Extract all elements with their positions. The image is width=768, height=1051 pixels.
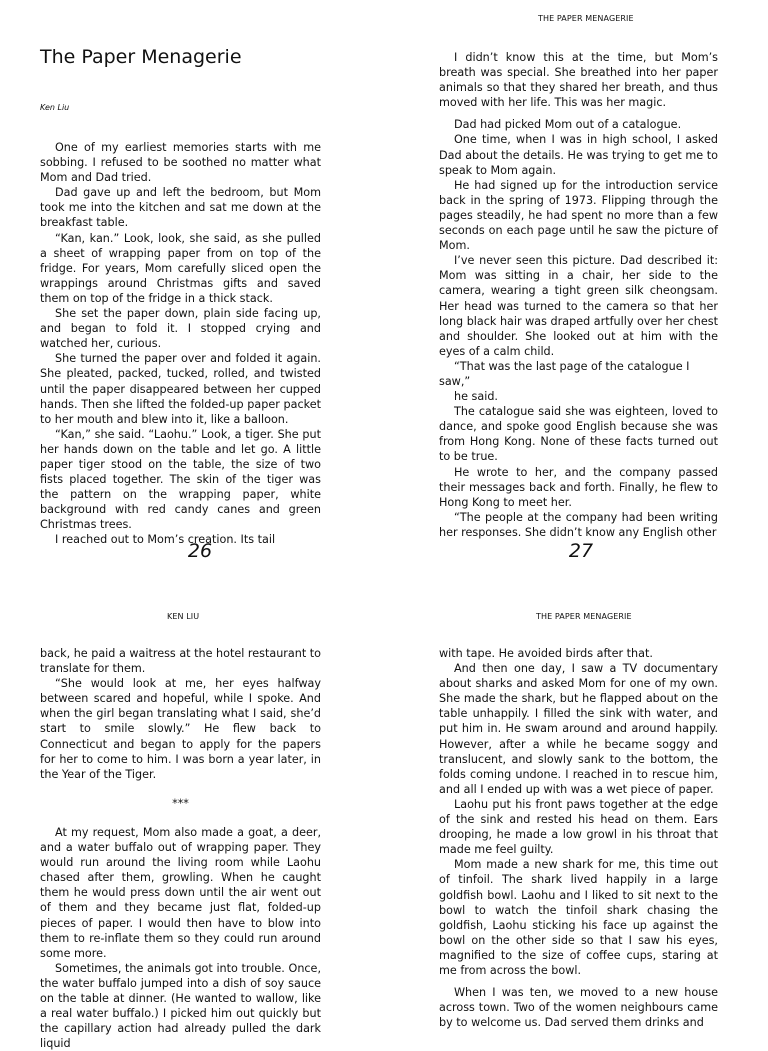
paragraph: Mom made a new shark for me, this time out of tinfoil. The shark lived happily in a large goldfish bowl. Laohu and I liked to sit next to the bowl to watch the tinfoil shark chasing the goldfish, Laohu sticking his face up against the bowl on the other side so that I saw his eyes, magnified to the size of coffee cups, staring at me from across the bowl. xyxy=(439,858,718,977)
running-head: THE PAPER MENAGERIE xyxy=(536,612,632,621)
paragraph: I didn’t know this at the time, but Mom’s breath was special. She breathed into her paper animals so that they shared her breath, and thus moved with her life. This was her magic. xyxy=(439,51,718,110)
paragraph: “Kan,” she said. “Laohu.” Look, a tiger. She put her hands down on the table and let go. A little paper tiger stood on the table, the size of two fists placed together. The skin of the tiger was the pattern on the wrapping paper, white background with red candy canes and green Christmas trees. xyxy=(40,427,321,532)
page-number: 27 xyxy=(568,540,594,562)
page-27 xyxy=(384,0,768,580)
paragraph: I’ve never seen this picture. Dad described it: Mom was sitting in a chair, her side to the camera, wearing a tight green silk cheongsam. Her head was turned to the camera so that her long black hair was draped artfully over her chest and shoulder. She looked out at him with the eyes of a calm child. xyxy=(439,254,718,358)
page-28-body xyxy=(40,646,322,1051)
paragraph: “She would look at me, her eyes halfway between scared and hopeful, while I spoke. And when the girl began translating what I said, she’d start to smile slowly.” He flew back to Connecticut and began to apply for the papers for her to come to him. I was born a year later, in the Year of the Tiger. xyxy=(40,677,321,781)
paragraph: Sometimes, the animals got into trouble. Once, the water buffalo jumped into a dish of soy sauce on the table at dinner. (He wanted to wallow, like a real water buffalo.) I picked him out quickly but the capillary action had already pulled the dark liquid xyxy=(40,961,321,1051)
page-29 xyxy=(384,600,768,1030)
paragraph: At my request, Mom also made a goat, a deer, and a water buffalo out of wrapping paper. They would run around the living room while Laohu chased after them, growling. When he caught them he would press down until the air went out of them and they became just flat, folded-up pieces of paper. I would then have to blow into them to re-inflate them so they could run around some more. xyxy=(40,825,321,960)
paragraph: She turned the paper over and folded it again. She pleated, packed, tucked, rolled, and twisted until the paper disappeared between her cupped hands. Then she lifted the folded-up paper packet to her mouth and blew into it, like a balloon. xyxy=(40,352,321,426)
paragraph: Laohu put his front paws together at the edge of the sink and rested his head on them. Ears drooping, he made a low growl in his throat that made me feel guilty. xyxy=(439,797,718,857)
page-26 xyxy=(0,0,384,580)
page-29-body xyxy=(439,646,718,1030)
paragraph: with tape. He avoided birds after that. xyxy=(439,647,653,660)
page-28 xyxy=(0,600,384,1051)
paragraph: he said. xyxy=(454,390,498,404)
paragraph: And then one day, I saw a TV documentary about sharks and asked Mom for one of my own. She made the shark, but he flapped about on the table unhappily. I filled the sink with water, and put him in. He swam around and around happily. However, after a while he became soggy and translucent, and slowly sank to the bottom, the folds coming undone. I reached in to rescue him, and all I ended up with was a wet piece of paper. xyxy=(439,662,718,796)
paragraph: back, he paid a waitress at the hotel restaurant to translate for them. xyxy=(40,647,322,676)
page-number: 26 xyxy=(187,540,213,562)
paragraph: “Kan, kan.” Look, look, she said, as she pulled a sheet of wrapping paper from on top of the fridge. For years, Mom carefully sliced open the wrappings around Christmas gifts and saved them on top of the fridge in a thick stack. xyxy=(40,231,321,305)
page-26-body xyxy=(40,140,321,547)
story-author: Ken Liu xyxy=(40,103,70,112)
story-title: The Paper Menagerie xyxy=(40,46,242,68)
paragraph: “The people at the company had been writing her responses. She didn’t know any English other xyxy=(439,510,718,539)
paragraph: He wrote to her, and the company passed their messages back and forth. Finally, he flew to Hong Kong to meet her. xyxy=(439,465,718,509)
paragraph: “That was the last page of the catalogue I saw,” xyxy=(439,359,690,388)
section-break: *** xyxy=(172,796,189,810)
running-head: THE PAPER MENAGERIE xyxy=(538,14,634,23)
paragraph: One of my earliest memories starts with me sobbing. I refused to be soothed no matter what Mom and Dad tried. xyxy=(40,141,321,185)
page-27-body xyxy=(439,50,718,539)
paragraph: Dad had picked Mom out of a catalogue. xyxy=(454,118,682,132)
paragraph: He had signed up for the introduction service back in the spring of 1973. Flipping through the pages steadily, he had spent no more than a few seconds on each page until he saw the picture of Mom. xyxy=(439,178,718,253)
paragraph: I reached out to Mom’s creation. Its tail xyxy=(55,533,276,547)
paragraph: She set the paper down, plain side facing up, and began to fold it. I stopped crying and watched her, curious. xyxy=(40,307,321,351)
running-head: KEN LIU xyxy=(167,612,200,621)
paragraph: One time, when I was in high school, I asked Dad about the details. He was trying to get me to speak to Mom again. xyxy=(439,133,718,177)
paragraph: Dad gave up and left the bedroom, but Mom took me into the kitchen and sat me down at the breakfast table. xyxy=(40,186,321,230)
paragraph: When I was ten, we moved to a new house across town. Two of the women neighbours came by to welcome us. Dad served them drinks and xyxy=(439,986,718,1030)
paragraph: The catalogue said she was eighteen, loved to dance, and spoke good English because she was from Hong Kong. None of these facts turned out to be true. xyxy=(439,405,718,464)
